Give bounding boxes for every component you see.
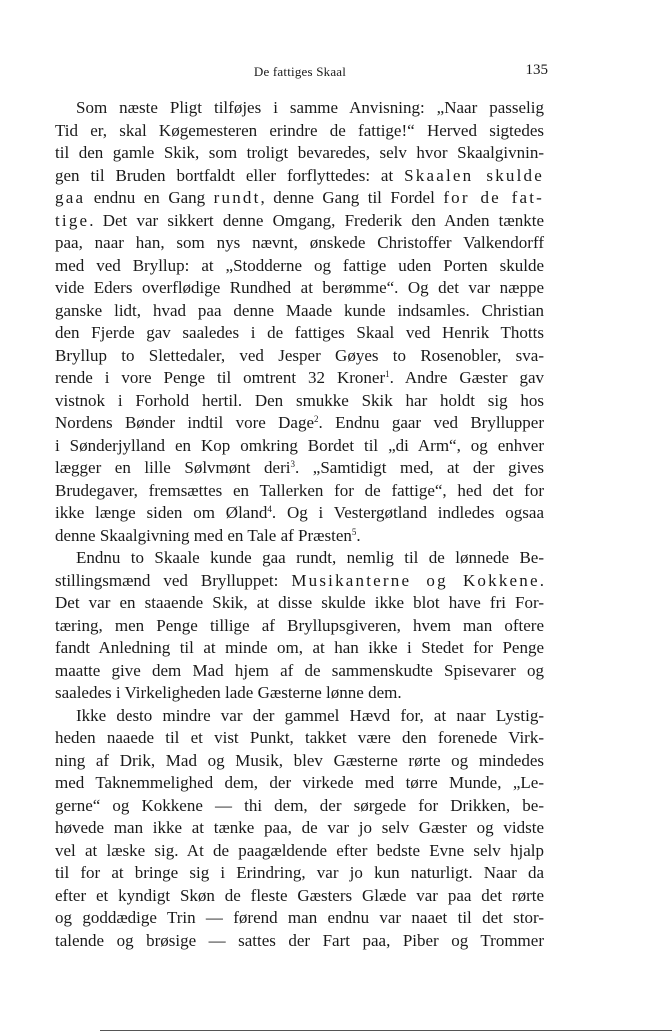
spaced-emphasis: Musikanterne og Kokkene <box>291 570 540 590</box>
text-run: paa, naar han, som nys nævnt, ønskede Christoffer Valkendorff <box>55 233 544 252</box>
text-line <box>55 480 544 503</box>
text-run: med Taknemmelighed dem, der virkede med tørre Munde, „Le- <box>55 773 544 792</box>
text-line <box>55 660 544 683</box>
text-run: Det var en staaende Skik, at disse skulde ikke blot have fri For- <box>55 593 544 612</box>
text-run: den Fjerde gav saaledes i de fattiges Skaal ved Henrik Thotts <box>55 323 544 342</box>
text-line <box>55 457 544 480</box>
text-line <box>55 277 544 300</box>
text-run: . Endnu gaar ved Bryllupper <box>318 413 544 432</box>
text-line <box>55 862 544 885</box>
text-line <box>55 412 544 435</box>
text-run: Brudegaver, fremsættes en Tallerken for de fattige“, hed det for <box>55 480 544 500</box>
text-line <box>55 885 544 908</box>
text-run: efter et kyndigt Skøn de fleste Gæsters Glæde var paa det rørte <box>55 885 544 905</box>
scan-edge-line <box>100 1030 672 1031</box>
text-line <box>55 795 544 818</box>
text-line <box>55 817 544 840</box>
spaced-emphasis: for de fat- <box>443 188 544 207</box>
running-header-title: De fattiges Skaal <box>253 64 347 79</box>
spaced-emphasis: gaa <box>55 188 86 207</box>
text-line <box>55 570 544 593</box>
text-run: rende i vore Penge til omtrent 32 Kroner <box>55 368 386 387</box>
text-run: . <box>356 525 361 545</box>
text-run: . Det var sikkert denne Omgang, Frederik den Anden tænkte <box>89 210 544 230</box>
text-run: ning af Drik, Mad og Musik, blev Gæsterne rørte og mindedes <box>55 750 544 770</box>
text-run: talende og brøsige — sattes der Fart paa, Piber og Trommer <box>55 930 544 950</box>
text-run: Ikke desto mindre var der gammel Hævd for, at naar Lystig- <box>76 705 544 725</box>
text-line <box>55 930 544 953</box>
text-run: vel at læske sig. At de paagældende efter bedste Evne selv hjalp <box>55 840 544 860</box>
text-line <box>55 165 544 188</box>
text-run: i Sønderjylland en Kop omkring Bordet til „di Arm“, og enhver <box>55 435 544 455</box>
text-run: , denne Gang til Fordel <box>260 188 444 207</box>
spaced-emphasis: rundt <box>213 188 261 207</box>
text-run: ganske lidt, hvad paa denne Maade kunde indsamles. Christian <box>55 300 544 320</box>
text-line <box>55 390 544 413</box>
text-line <box>55 300 544 323</box>
footnote-marker: 3 <box>290 459 295 469</box>
text-run: høvede man ikke at tænke paa, de var jo selv Gæster og vidste <box>55 818 544 837</box>
text-run: denne Skaalgivning med en Tale af Præsten <box>55 525 352 545</box>
text-line <box>55 772 544 795</box>
text-line <box>55 525 544 548</box>
text-line <box>55 637 544 660</box>
text-run: . „Samtidigt med, at der gives <box>294 458 544 477</box>
text-run: Nordens Bønder indtil vore Dage <box>55 413 315 432</box>
text-run: heden naaede til et vist Punkt, takket være den forenede Virk- <box>55 728 544 747</box>
spaced-emphasis: tige <box>55 210 90 230</box>
text-run: gen til Bruden bortfaldt eller forflyttedes: at <box>55 165 405 185</box>
text-line <box>55 907 544 930</box>
body-text <box>55 97 544 952</box>
text-line <box>55 142 544 165</box>
text-line <box>55 367 544 390</box>
text-line <box>55 502 544 525</box>
text-run: vide Eders overflødige Rundhed at berømme“. Og det var næppe <box>55 278 544 297</box>
text-run: fandt Anledning til at minde om, at han ikke i Stedet for Penge <box>55 638 544 657</box>
text-run: stillingsmænd ved Brylluppet: <box>55 570 292 590</box>
text-line <box>55 120 544 143</box>
text-run: endnu en Gang <box>85 188 214 207</box>
text-line <box>55 345 544 368</box>
text-run: . Andre Gæster gav <box>389 368 544 387</box>
text-run: ikke længe siden om Øland <box>55 503 268 522</box>
text-run: med ved Bryllup: at „Stodderne og fattige uden Porten skulde <box>55 255 544 275</box>
text-run: . <box>539 570 544 590</box>
text-run: Tid er, skal Køgemesteren erindre de fattige!“ Herved sigtedes <box>55 120 544 140</box>
text-line <box>55 750 544 773</box>
spaced-emphasis: Skaalen skulde <box>404 165 545 185</box>
page-number: 135 <box>525 62 548 78</box>
text-run: gerne“ og Kokkene — thi dem, der sørgede for Drikken, be- <box>55 795 544 815</box>
text-line <box>55 615 544 638</box>
text-run: Bryllup to Slettedaler, ved Jesper Gøyes to Rosenobler, sva- <box>55 345 544 365</box>
text-line <box>55 682 544 705</box>
text-line <box>55 322 544 345</box>
text-run: tæring, men Penge tillige af Bryllupsgiveren, hvem man oftere <box>55 615 544 635</box>
text-line <box>55 592 544 615</box>
footnote-marker: 4 <box>267 504 272 514</box>
text-line <box>55 547 544 570</box>
text-line <box>55 187 544 210</box>
text-line <box>55 727 544 750</box>
text-run: lægger en lille Sølvmønt deri <box>55 458 291 477</box>
text-line <box>55 840 544 863</box>
text-run: vistnok i Forhold hertil. Den smukke Skik har holdt sig hos <box>55 390 544 410</box>
text-line <box>55 97 544 120</box>
footnote-marker: 1 <box>385 369 390 379</box>
text-line <box>55 705 544 728</box>
text-run: og goddædige Trin — førend man endnu var naaet til det stor- <box>55 908 544 927</box>
text-line <box>55 255 544 278</box>
text-run: maatte give dem Mad hjem af de sammenskudte Spisevarer og <box>55 660 544 680</box>
footnote-marker: 2 <box>314 414 319 424</box>
text-run: Endnu to Skaale kunde gaa rundt, nemlig til de lønnede Be- <box>76 548 544 567</box>
text-line <box>55 435 544 458</box>
text-run: saaledes i Virkeligheden lade Gæsterne lønne dem. <box>55 683 402 702</box>
footnote-marker: 5 <box>351 526 357 537</box>
text-line <box>55 210 544 233</box>
text-run: . Og i Vestergøtland indledes ogsaa <box>271 503 544 522</box>
text-run: til den gamle Skik, som troligt bevaredes, selv hvor Skaalgivnin- <box>55 143 544 162</box>
text-run: Som næste Pligt tilføjes i samme Anvisning: „Naar passelig <box>76 98 544 117</box>
text-run: til for at bringe sig i Erindring, var jo kun naturligt. Naar da <box>55 863 544 882</box>
text-line <box>55 232 544 255</box>
